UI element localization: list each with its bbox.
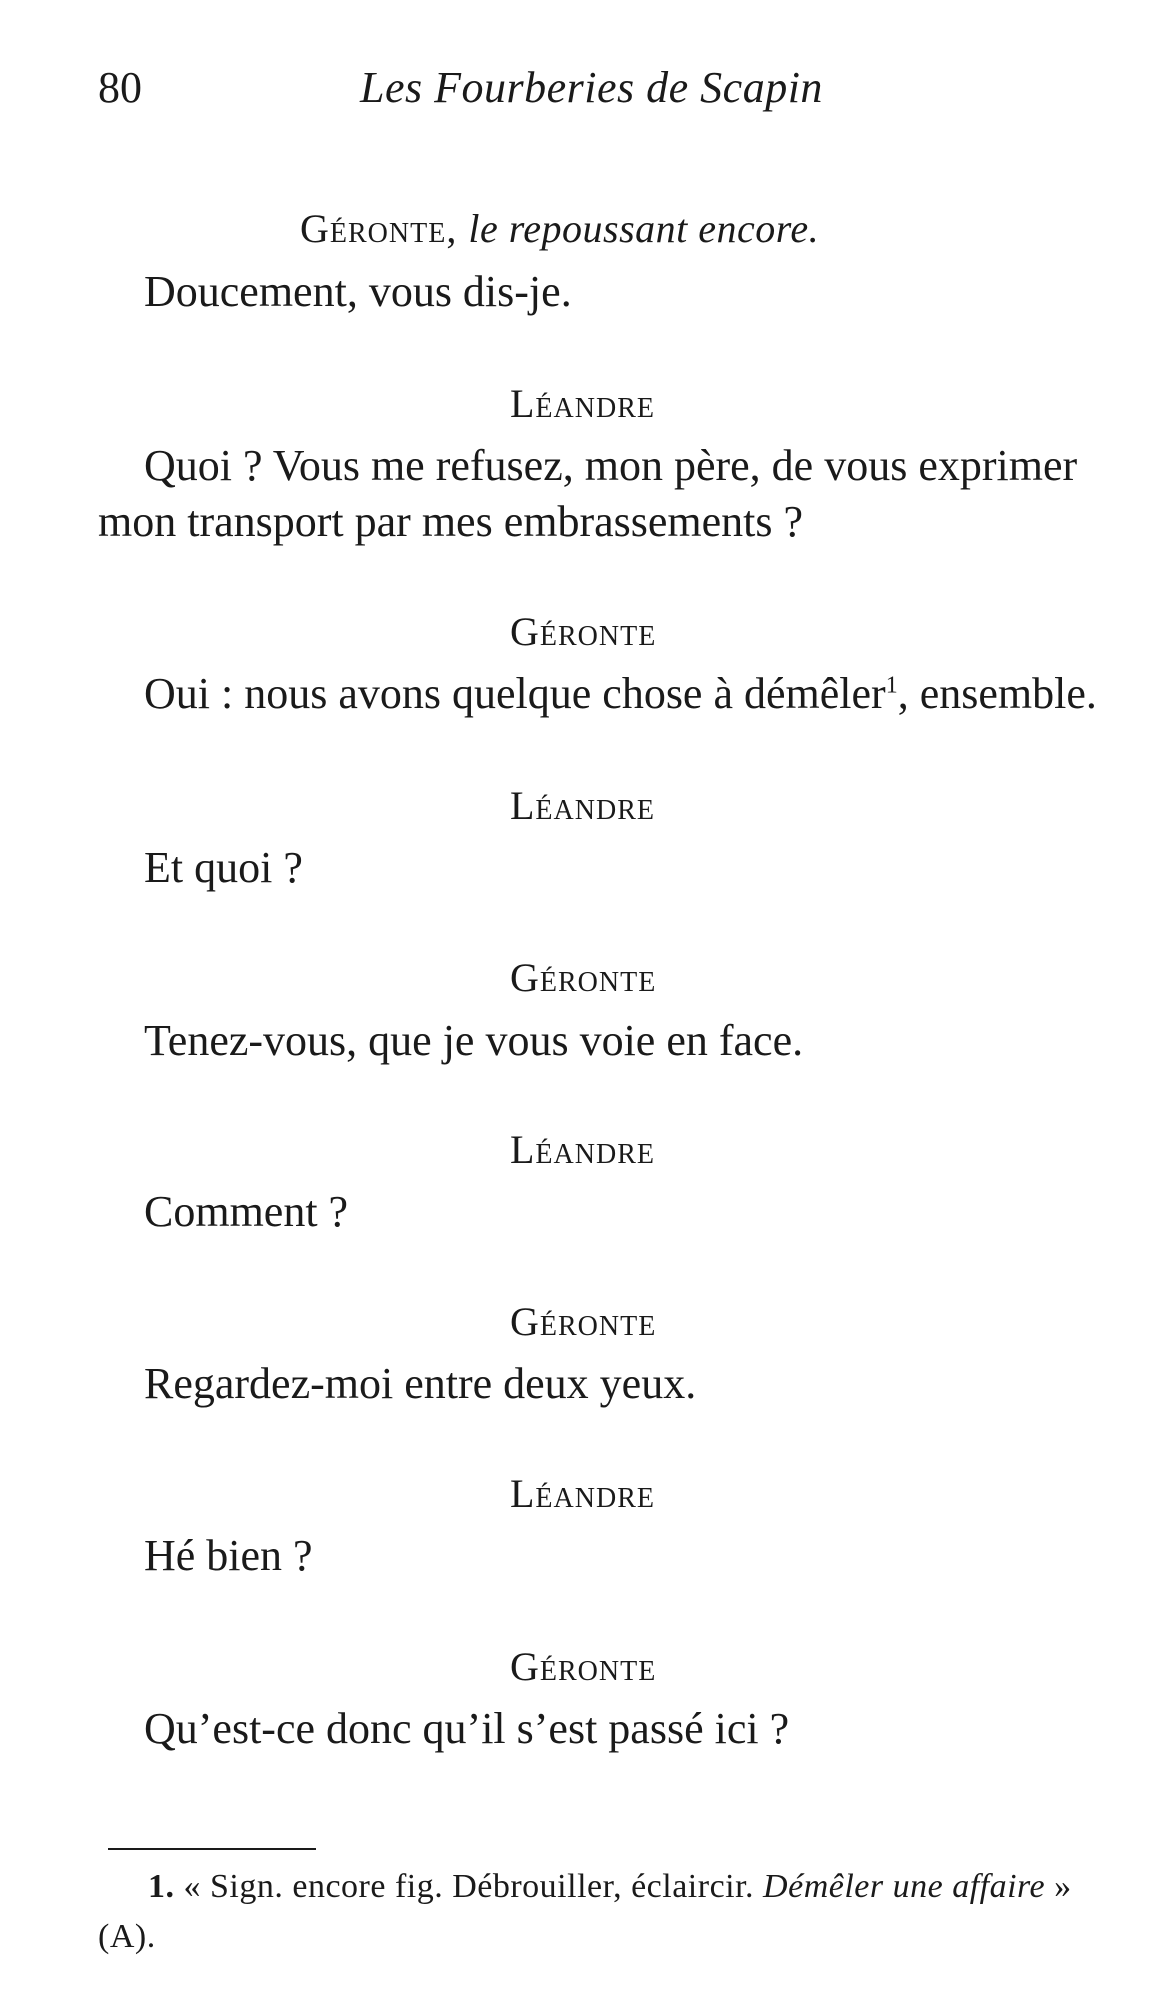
speaker-name: Léandre xyxy=(510,783,655,828)
footnote-divider xyxy=(108,1848,316,1850)
speaker-name: Géronte xyxy=(510,1299,657,1344)
speaker-name: Léandre xyxy=(510,1471,655,1516)
dialogue-text: , ensemble. xyxy=(897,669,1097,718)
dialogue-line: Doucement, vous dis-je. xyxy=(144,267,572,316)
dialogue-line: Qu’est-ce donc qu’il s’est passé ici ? xyxy=(144,1704,790,1753)
speaker-name xyxy=(300,205,819,252)
footnote-example: affaire xyxy=(952,1868,1046,1905)
dialogue-line xyxy=(144,668,1097,720)
speaker-label: Géronte, xyxy=(300,206,458,251)
speaker-name: Léandre xyxy=(510,381,655,426)
page-number: 80 xyxy=(98,63,142,112)
dialogue-line: Et quoi ? xyxy=(144,843,303,892)
running-title: Les Fourberies de Scapin xyxy=(360,63,823,112)
speaker-name: Géronte xyxy=(510,1644,657,1689)
footnote-text: « Sign. encore fig. Débrouiller, éclaircir. xyxy=(183,1868,755,1905)
stage-direction: le repoussant encore. xyxy=(468,206,820,251)
dialogue-line: Comment ? xyxy=(144,1187,349,1236)
speaker-name: Géronte xyxy=(510,609,657,654)
footnote-number: 1. xyxy=(148,1868,175,1905)
dialogue-line: Regardez-moi entre deux yeux. xyxy=(144,1359,697,1408)
speaker-name: Léandre xyxy=(510,1127,655,1172)
dialogue-line: Tenez-vous, que je vous voie en face. xyxy=(144,1016,804,1065)
dialogue-text: Oui : nous avons quelque chose à démêler xyxy=(144,669,886,718)
speaker-name: Géronte xyxy=(510,955,657,1000)
footnote-source: » (A). xyxy=(98,1868,1072,1955)
dialogue-line: mon transport par mes embrassements ? xyxy=(98,497,804,546)
page-header xyxy=(98,62,1113,122)
footnote-example: Démêler une xyxy=(763,1868,944,1905)
dialogue-line: Quoi ? Vous me refusez, mon père, de vous exprimer xyxy=(144,441,1078,490)
footnote-reference: 1 xyxy=(885,672,898,699)
footnote xyxy=(98,1862,1118,1962)
dialogue-line: Hé bien ? xyxy=(144,1531,313,1580)
